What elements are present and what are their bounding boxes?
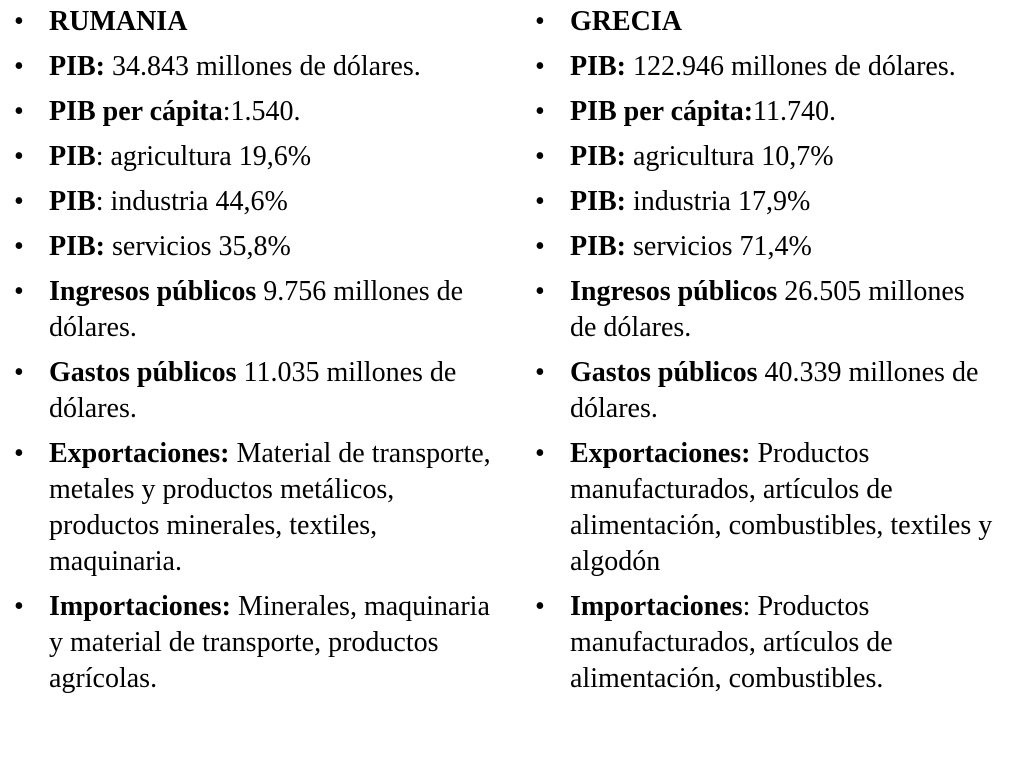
grecia-gastos-item xyxy=(535,355,995,427)
grecia-pib-industria-item xyxy=(535,184,995,220)
item-label: Importaciones xyxy=(570,591,743,622)
item-label: PIB: xyxy=(570,231,626,262)
item-text: agricultura 10,7% xyxy=(626,141,834,172)
item-label: PIB per cápita: xyxy=(570,96,754,127)
item-label: PIB: xyxy=(570,51,626,82)
grecia-pib-servicios-item xyxy=(535,229,995,265)
item-label: PIB per cápita xyxy=(49,96,223,127)
rumania-pib-servicios-item xyxy=(14,229,494,265)
rumania-pib-agricultura-item xyxy=(14,139,494,175)
item-text: 34.843 millones de dólares. xyxy=(105,51,421,82)
item-text: servicios 35,8% xyxy=(105,231,291,262)
item-label: PIB xyxy=(49,186,96,217)
rumania-pib-per-capita-item xyxy=(14,94,494,130)
rumania-gastos-item xyxy=(14,355,494,427)
item-text: servicios 71,4% xyxy=(626,231,812,262)
item-text: Productos manufacturados, artículos de alimentación, combustibles, textiles y algodón xyxy=(570,438,993,577)
country-name: GRECIA xyxy=(570,6,683,37)
item-text: 40.339 millones de dólares. xyxy=(570,357,979,424)
item-text: 122.946 millones de dólares. xyxy=(626,51,956,82)
item-text: 26.505 millones de dólares. xyxy=(570,276,965,343)
item-text: Minerales, maquinaria y material de transporte, productos agrícolas. xyxy=(49,591,490,694)
rumania-exportaciones-item xyxy=(14,436,494,580)
item-separator: : xyxy=(742,591,751,622)
item-separator: : xyxy=(222,96,231,127)
grecia-ingresos-item xyxy=(535,274,995,346)
rumania-importaciones-item xyxy=(14,589,494,697)
item-text: agricultura 19,6% xyxy=(103,141,312,172)
item-label: PIB: xyxy=(49,231,105,262)
item-label: PIB: xyxy=(570,186,626,217)
item-text: Material de transporte, metales y productos metálicos, productos minerales, textiles, maquinaria. xyxy=(49,438,491,577)
rumania-pib-item xyxy=(14,49,494,85)
item-text: industria 17,9% xyxy=(626,186,811,217)
item-separator: : xyxy=(95,186,104,217)
item-label: Gastos públicos xyxy=(49,357,237,388)
item-label: Importaciones: xyxy=(49,591,231,622)
item-text: industria 44,6% xyxy=(103,186,288,217)
grecia-pib-per-capita-item xyxy=(535,94,995,130)
rumania-list xyxy=(14,4,494,706)
item-label: Gastos públicos xyxy=(570,357,758,388)
item-label: Exportaciones: xyxy=(570,438,751,469)
rumania-pib-industria-item xyxy=(14,184,494,220)
grecia-exportaciones-item xyxy=(535,436,995,580)
item-label: Ingresos públicos xyxy=(49,276,257,307)
country-name: RUMANIA xyxy=(49,6,188,37)
item-label: PIB xyxy=(49,141,96,172)
item-label: Ingresos públicos xyxy=(570,276,778,307)
item-label: Exportaciones: xyxy=(49,438,230,469)
rumania-ingresos-item xyxy=(14,274,494,346)
item-text: Productos manufacturados, artículos de alimentación, combustibles. xyxy=(570,591,893,694)
item-text: 1.540. xyxy=(230,96,301,127)
grecia-list xyxy=(535,4,995,706)
item-separator: : xyxy=(95,141,104,172)
item-text: 11.035 millones de dólares. xyxy=(49,357,457,424)
grecia-pib-item xyxy=(535,49,995,85)
item-text: 11.740. xyxy=(753,96,836,127)
grecia-importaciones-item xyxy=(535,589,995,697)
item-text: 9.756 millones de dólares. xyxy=(49,276,464,343)
rumania-title-item xyxy=(14,4,494,40)
item-label: PIB: xyxy=(49,51,105,82)
item-label: PIB: xyxy=(570,141,626,172)
grecia-pib-agricultura-item xyxy=(535,139,995,175)
grecia-title-item xyxy=(535,4,995,40)
